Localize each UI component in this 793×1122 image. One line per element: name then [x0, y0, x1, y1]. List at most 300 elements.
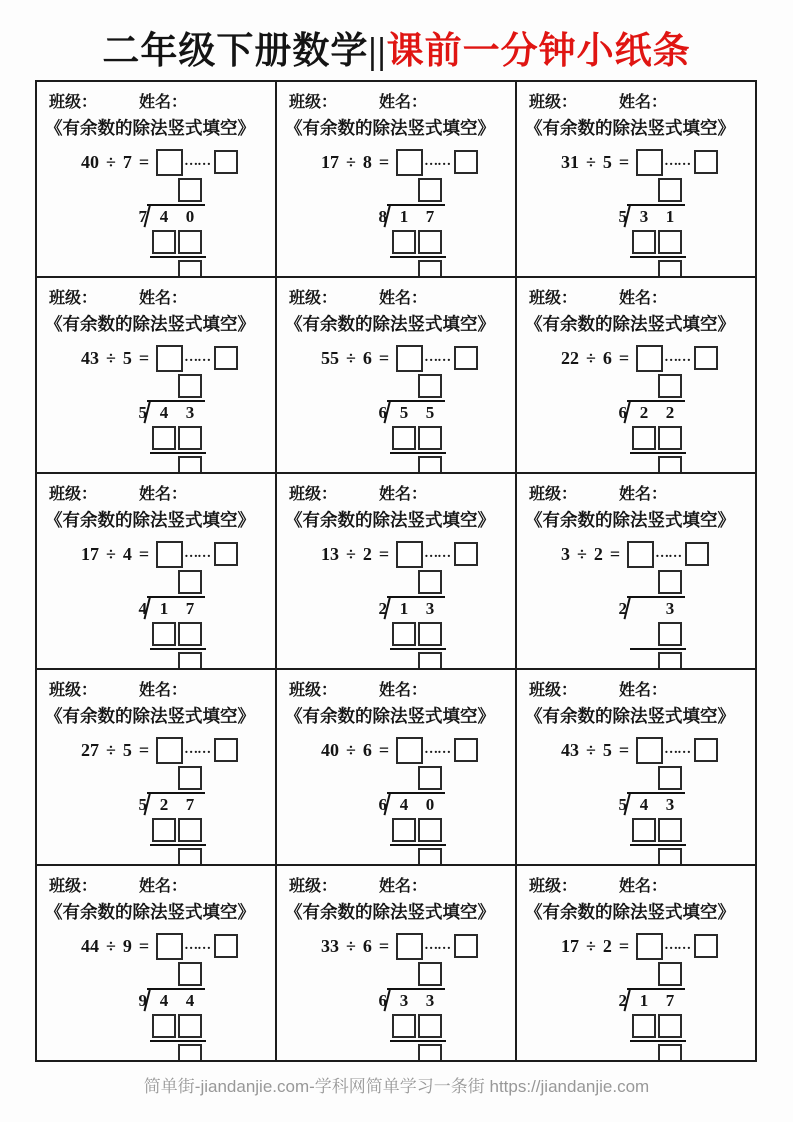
- vertical-remainder-box[interactable]: [658, 456, 682, 473]
- vertical-product-box[interactable]: [418, 426, 442, 450]
- vertical-product-box[interactable]: [418, 230, 442, 254]
- equation-row: [81, 931, 271, 961]
- quotient-row: [178, 962, 271, 987]
- equation-dividend: 31: [561, 151, 579, 172]
- product-row: [152, 1014, 271, 1038]
- cell-subtitle: 《有余数的除法竖式填空》: [45, 706, 255, 727]
- bracket-row: [131, 792, 271, 815]
- remainder-dots: ……: [424, 546, 451, 562]
- division-bracket: [387, 204, 445, 227]
- division-bracket: [387, 988, 445, 1011]
- class-label: 班级：: [529, 290, 578, 308]
- class-label: 班级：: [49, 290, 98, 308]
- quotient-answer-box[interactable]: [396, 345, 423, 372]
- remainder-dots: ……: [184, 742, 211, 758]
- vertical-remainder-box[interactable]: [418, 652, 442, 669]
- subtraction-line: [390, 844, 446, 846]
- subtraction-line: [390, 648, 446, 650]
- long-division-block: [371, 178, 511, 277]
- divide-sign: ÷: [346, 347, 356, 368]
- vertical-quotient-box[interactable]: [178, 962, 202, 986]
- remainder-answer-box[interactable]: [694, 150, 718, 174]
- cell-header: [285, 479, 511, 504]
- class-label: 班级：: [289, 682, 338, 700]
- vertical-product-box[interactable]: [632, 818, 656, 842]
- worksheet-cell: [36, 669, 276, 865]
- divide-sign: ÷: [106, 935, 116, 956]
- bracket-row: [611, 204, 751, 227]
- equation-dividend: 33: [321, 935, 339, 956]
- quotient-answer-box[interactable]: [627, 541, 654, 568]
- remainder-answer-box[interactable]: [214, 150, 238, 174]
- quotient-answer-box[interactable]: [156, 933, 183, 960]
- dividend-digit-tens: 1: [639, 991, 649, 1011]
- vertical-quotient-box[interactable]: [178, 570, 202, 594]
- vertical-divisor: 8: [378, 207, 387, 227]
- worksheet-cell: [36, 81, 276, 277]
- long-division-block: [611, 374, 751, 473]
- remainder-answer-box[interactable]: [694, 346, 718, 370]
- product-row: [152, 426, 271, 450]
- vertical-product-box[interactable]: [178, 818, 202, 842]
- remainder-answer-box[interactable]: [454, 542, 478, 566]
- name-label: 姓名：: [619, 290, 668, 308]
- division-bracket: [147, 596, 205, 619]
- divide-sign: ÷: [106, 151, 116, 172]
- equals-sign: =: [378, 739, 390, 760]
- equals-sign: =: [138, 935, 150, 956]
- cell-subtitle: 《有余数的除法竖式填空》: [45, 314, 255, 335]
- equals-sign: =: [378, 935, 390, 956]
- vertical-product-box[interactable]: [152, 818, 176, 842]
- class-label: 班级：: [289, 94, 338, 112]
- vertical-quotient-box[interactable]: [178, 766, 202, 790]
- equation-row: [81, 735, 271, 765]
- quotient-row: [178, 374, 271, 399]
- remainder-answer-box[interactable]: [214, 934, 238, 958]
- worksheet-cell: [36, 277, 276, 473]
- page-title: [0, 0, 793, 74]
- vertical-quotient-box[interactable]: [658, 962, 682, 986]
- vertical-remainder-box[interactable]: [418, 456, 442, 473]
- quotient-answer-box[interactable]: [636, 149, 663, 176]
- subtraction-line: [390, 452, 446, 454]
- vertical-divisor: 6: [378, 403, 387, 423]
- vertical-product-box[interactable]: [152, 622, 176, 646]
- cell-header: [525, 871, 751, 896]
- bracket-row: [371, 204, 511, 227]
- quotient-answer-box[interactable]: [396, 541, 423, 568]
- cell-subtitle: 《有余数的除法竖式填空》: [525, 118, 735, 139]
- vertical-quotient-box[interactable]: [418, 570, 442, 594]
- worksheet-cell: [36, 473, 276, 669]
- dividend-digit-ones: 7: [185, 599, 195, 619]
- vertical-remainder-box[interactable]: [178, 456, 202, 473]
- long-division-block: [611, 178, 751, 277]
- vertical-remainder-box[interactable]: [658, 848, 682, 865]
- cell-header: [45, 675, 271, 700]
- dividend-digit-ones: 5: [425, 403, 435, 423]
- equation-divisor: 5: [602, 739, 612, 760]
- cell-subtitle: 《有余数的除法竖式填空》: [285, 314, 495, 335]
- cell-header: [525, 675, 751, 700]
- divide-sign: ÷: [106, 739, 116, 760]
- class-label: 班级：: [49, 486, 98, 504]
- remainder-answer-box[interactable]: [214, 346, 238, 370]
- cell-subtitle: 《有余数的除法竖式填空》: [525, 510, 735, 531]
- equals-sign: =: [138, 543, 150, 564]
- vertical-divisor: 6: [378, 991, 387, 1011]
- vertical-remainder-box[interactable]: [178, 1044, 202, 1061]
- vertical-product-box[interactable]: [658, 426, 682, 450]
- dividend-digit-ones: 2: [665, 403, 675, 423]
- vertical-divisor: 5: [618, 207, 627, 227]
- quotient-answer-box[interactable]: [396, 933, 423, 960]
- equals-sign: =: [618, 739, 630, 760]
- remainder-row: [418, 1044, 511, 1061]
- vertical-product-box[interactable]: [178, 230, 202, 254]
- vertical-product-box[interactable]: [632, 230, 656, 254]
- long-division-block: [371, 570, 511, 669]
- equation-divisor: 6: [362, 347, 372, 368]
- vertical-remainder-box[interactable]: [178, 260, 202, 277]
- worksheet-cell: [516, 81, 756, 277]
- divide-sign: ÷: [346, 151, 356, 172]
- quotient-answer-box[interactable]: [156, 345, 183, 372]
- remainder-answer-box[interactable]: [685, 542, 709, 566]
- vertical-remainder-box[interactable]: [418, 848, 442, 865]
- product-row: [392, 230, 511, 254]
- subtraction-line: [150, 1040, 206, 1042]
- subtraction-line: [150, 844, 206, 846]
- title-red-part: 课前一分钟小纸条: [386, 31, 691, 72]
- worksheet-cell: [276, 669, 516, 865]
- footer-text: 简单街-jiandanjie.com-学科网简单学习一条街 https://jiandanjie.com: [143, 1077, 650, 1097]
- class-label: 班级：: [289, 878, 338, 896]
- remainder-dots: ……: [424, 742, 451, 758]
- dividend-digit-tens: 3: [399, 991, 409, 1011]
- quotient-row: [178, 766, 271, 791]
- vertical-quotient-box[interactable]: [418, 374, 442, 398]
- equation-divisor: 2: [602, 935, 612, 956]
- equation-divisor: 9: [122, 935, 132, 956]
- name-label: 姓名：: [619, 878, 668, 896]
- remainder-row: [658, 848, 751, 865]
- vertical-product-box[interactable]: [392, 818, 416, 842]
- dividend-digit-tens: 1: [159, 599, 169, 619]
- remainder-row: [178, 260, 271, 277]
- dividend-digit-tens: 4: [399, 795, 409, 815]
- divide-sign: ÷: [586, 347, 596, 368]
- subtraction-line: [390, 1040, 446, 1042]
- long-division-block: [131, 374, 271, 473]
- dividend-digit-ones: 4: [185, 991, 195, 1011]
- quotient-answer-box[interactable]: [636, 345, 663, 372]
- equation-row: [561, 343, 751, 373]
- remainder-dots: ……: [664, 742, 691, 758]
- equation-dividend: 17: [321, 151, 339, 172]
- vertical-product-box[interactable]: [418, 1014, 442, 1038]
- remainder-row: [658, 456, 751, 473]
- vertical-remainder-box[interactable]: [658, 1044, 682, 1061]
- class-label: 班级：: [529, 878, 578, 896]
- quotient-answer-box[interactable]: [156, 149, 183, 176]
- vertical-quotient-box[interactable]: [658, 374, 682, 398]
- equation-dividend: 44: [81, 935, 99, 956]
- class-label: 班级：: [49, 682, 98, 700]
- vertical-divisor: 5: [138, 795, 147, 815]
- cell-subtitle: 《有余数的除法竖式填空》: [285, 902, 495, 923]
- remainder-answer-box[interactable]: [454, 934, 478, 958]
- cell-subtitle: 《有余数的除法竖式填空》: [525, 706, 735, 727]
- worksheet-cell: [516, 865, 756, 1061]
- divide-sign: ÷: [586, 151, 596, 172]
- bracket-row: [371, 400, 511, 423]
- title-black-part: 二年级下册数学||: [102, 31, 387, 72]
- dividend-digit-tens: 2: [639, 403, 649, 423]
- quotient-row: [418, 570, 511, 595]
- divide-sign: ÷: [346, 935, 356, 956]
- remainder-dots: ……: [424, 350, 451, 366]
- equals-sign: =: [138, 739, 150, 760]
- division-bracket: [147, 400, 205, 423]
- worksheet-cell: [276, 277, 516, 473]
- dividend-digit-tens: 1: [399, 207, 409, 227]
- equation-row: [561, 147, 751, 177]
- cell-header: [285, 283, 511, 308]
- divide-sign: ÷: [106, 347, 116, 368]
- cell-subtitle: 《有余数的除法竖式填空》: [45, 902, 255, 923]
- dividend-digit-tens: 4: [159, 403, 169, 423]
- worksheet-cell: [276, 81, 516, 277]
- vertical-remainder-box[interactable]: [658, 652, 682, 669]
- quotient-answer-box[interactable]: [396, 737, 423, 764]
- equation-divisor: 4: [122, 543, 132, 564]
- remainder-row: [418, 652, 511, 669]
- cell-header: [45, 871, 271, 896]
- cell-header: [285, 87, 511, 112]
- remainder-row: [178, 848, 271, 865]
- long-division-block: [371, 962, 511, 1061]
- equals-sign: =: [609, 543, 621, 564]
- divide-sign: ÷: [586, 935, 596, 956]
- equation-divisor: 6: [362, 935, 372, 956]
- remainder-answer-box[interactable]: [694, 934, 718, 958]
- vertical-product-box[interactable]: [152, 1014, 176, 1038]
- cell-subtitle: 《有余数的除法竖式填空》: [525, 314, 735, 335]
- long-division-block: [371, 766, 511, 865]
- vertical-remainder-box[interactable]: [658, 260, 682, 277]
- equation-row: [81, 147, 271, 177]
- cell-header: [45, 87, 271, 112]
- name-label: 姓名：: [379, 878, 428, 896]
- cell-header: [525, 283, 751, 308]
- divide-sign: ÷: [106, 543, 116, 564]
- dividend-digit-ones: 3: [665, 795, 675, 815]
- equation-row: [81, 539, 271, 569]
- vertical-quotient-box[interactable]: [418, 178, 442, 202]
- worksheet-cell: [276, 865, 516, 1061]
- equation-dividend: 17: [81, 543, 99, 564]
- bracket-row: [131, 988, 271, 1011]
- equals-sign: =: [138, 151, 150, 172]
- vertical-quotient-box[interactable]: [418, 766, 442, 790]
- vertical-quotient-box[interactable]: [658, 766, 682, 790]
- vertical-product-box[interactable]: [152, 426, 176, 450]
- equation-dividend: 43: [561, 739, 579, 760]
- cell-header: [45, 479, 271, 504]
- name-label: 姓名：: [139, 486, 188, 504]
- product-row: [392, 426, 511, 450]
- vertical-product-box[interactable]: [392, 1014, 416, 1038]
- equation-dividend: 40: [81, 151, 99, 172]
- name-label: 姓名：: [139, 94, 188, 112]
- remainder-dots: ……: [655, 546, 682, 562]
- vertical-product-box[interactable]: [178, 622, 202, 646]
- division-bracket: [387, 400, 445, 423]
- vertical-divisor: 4: [138, 599, 147, 619]
- worksheet-cell: [516, 277, 756, 473]
- product-row: [152, 622, 271, 646]
- remainder-answer-box[interactable]: [454, 738, 478, 762]
- vertical-quotient-box[interactable]: [658, 178, 682, 202]
- cell-subtitle: 《有余数的除法竖式填空》: [525, 902, 735, 923]
- quotient-answer-box[interactable]: [636, 737, 663, 764]
- equation-row: [561, 735, 751, 765]
- subtraction-line: [390, 256, 446, 258]
- name-label: 姓名：: [379, 486, 428, 504]
- remainder-row: [658, 652, 751, 669]
- dividend-digit-ones: 7: [425, 207, 435, 227]
- name-label: 姓名：: [619, 486, 668, 504]
- equals-sign: =: [378, 543, 390, 564]
- equation-divisor: 2: [362, 543, 372, 564]
- divide-sign: ÷: [346, 543, 356, 564]
- class-label: 班级：: [529, 94, 578, 112]
- remainder-dots: ……: [184, 154, 211, 170]
- name-label: 姓名：: [139, 290, 188, 308]
- dividend-digit-tens: 3: [639, 207, 649, 227]
- equals-sign: =: [618, 151, 630, 172]
- remainder-answer-box[interactable]: [694, 738, 718, 762]
- remainder-answer-box[interactable]: [454, 346, 478, 370]
- equation-divisor: 7: [122, 151, 132, 172]
- product-row: [632, 818, 751, 842]
- quotient-answer-box[interactable]: [396, 149, 423, 176]
- vertical-product-box[interactable]: [658, 818, 682, 842]
- vertical-divisor: 5: [618, 795, 627, 815]
- vertical-product-box[interactable]: [418, 818, 442, 842]
- division-bracket: [627, 792, 685, 815]
- name-label: 姓名：: [139, 682, 188, 700]
- quotient-row: [418, 962, 511, 987]
- long-division-block: [131, 962, 271, 1061]
- division-bracket: [147, 204, 205, 227]
- equation-divisor: 5: [602, 151, 612, 172]
- quotient-row: [658, 962, 751, 987]
- dividend-digit-tens: 4: [159, 207, 169, 227]
- cell-header: [45, 283, 271, 308]
- vertical-product-box[interactable]: [178, 426, 202, 450]
- remainder-answer-box[interactable]: [214, 738, 238, 762]
- vertical-product-box[interactable]: [418, 622, 442, 646]
- division-bracket: [387, 596, 445, 619]
- remainder-dots: ……: [184, 546, 211, 562]
- vertical-quotient-box[interactable]: [178, 374, 202, 398]
- division-bracket: [147, 988, 205, 1011]
- divide-sign: ÷: [577, 543, 587, 564]
- quotient-answer-box[interactable]: [156, 737, 183, 764]
- vertical-product-box[interactable]: [152, 230, 176, 254]
- vertical-product-box[interactable]: [392, 426, 416, 450]
- bracket-row: [371, 988, 511, 1011]
- vertical-remainder-box[interactable]: [418, 1044, 442, 1061]
- name-label: 姓名：: [139, 878, 188, 896]
- quotient-row: [658, 766, 751, 791]
- remainder-answer-box[interactable]: [214, 542, 238, 566]
- quotient-answer-box[interactable]: [636, 933, 663, 960]
- vertical-product-box[interactable]: [658, 1014, 682, 1038]
- class-label: 班级：: [289, 290, 338, 308]
- long-division-block: [131, 178, 271, 277]
- vertical-quotient-box[interactable]: [178, 178, 202, 202]
- vertical-product-box[interactable]: [178, 1014, 202, 1038]
- cell-header: [525, 479, 751, 504]
- vertical-product-box[interactable]: [632, 426, 656, 450]
- bracket-row: [371, 596, 511, 619]
- equals-sign: =: [378, 151, 390, 172]
- vertical-product-box[interactable]: [658, 230, 682, 254]
- remainder-row: [658, 260, 751, 277]
- quotient-row: [418, 766, 511, 791]
- subtraction-line: [150, 648, 206, 650]
- remainder-answer-box[interactable]: [454, 150, 478, 174]
- equals-sign: =: [138, 347, 150, 368]
- quotient-row: [178, 178, 271, 203]
- vertical-quotient-box[interactable]: [658, 570, 682, 594]
- long-division-block: [371, 374, 511, 473]
- bracket-row: [131, 596, 271, 619]
- dividend-digit-ones: 0: [185, 207, 195, 227]
- bracket-row: [611, 400, 751, 423]
- equation-divisor: 6: [362, 739, 372, 760]
- vertical-product-box[interactable]: [632, 1014, 656, 1038]
- division-bracket: [627, 204, 685, 227]
- long-division-block: [611, 962, 751, 1061]
- vertical-remainder-box[interactable]: [178, 652, 202, 669]
- quotient-answer-box[interactable]: [156, 541, 183, 568]
- equation-dividend: 43: [81, 347, 99, 368]
- vertical-product-box[interactable]: [392, 622, 416, 646]
- worksheet-grid: [35, 80, 757, 1062]
- vertical-quotient-box[interactable]: [418, 962, 442, 986]
- bracket-row: [131, 400, 271, 423]
- vertical-divisor: 6: [378, 795, 387, 815]
- vertical-product-box[interactable]: [658, 622, 682, 646]
- equation-row: [321, 735, 511, 765]
- vertical-remainder-box[interactable]: [418, 260, 442, 277]
- remainder-row: [418, 848, 511, 865]
- class-label: 班级：: [289, 486, 338, 504]
- quotient-row: [418, 178, 511, 203]
- cell-subtitle: 《有余数的除法竖式填空》: [285, 706, 495, 727]
- division-bracket: [147, 792, 205, 815]
- vertical-product-box[interactable]: [392, 230, 416, 254]
- dividend-digit-ones: 3: [425, 991, 435, 1011]
- product-row: [392, 818, 511, 842]
- vertical-remainder-box[interactable]: [178, 848, 202, 865]
- remainder-dots: ……: [424, 154, 451, 170]
